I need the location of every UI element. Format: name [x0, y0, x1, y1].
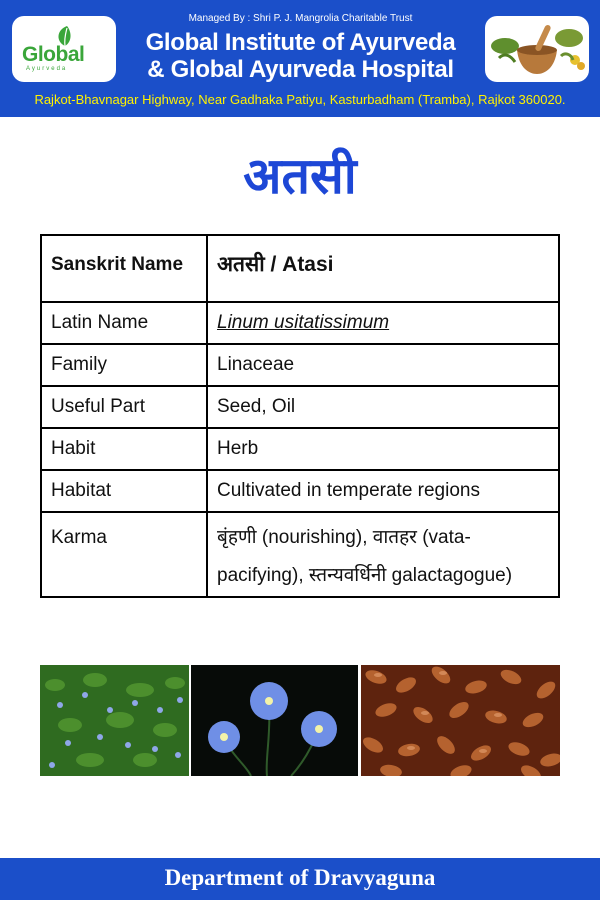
managed-by-text: Managed By : Shri P. J. Mangrolia Charitable Trust	[188, 13, 413, 24]
institute-address: Rajkot-Bhavnagar Highway, Near Gadhaka Patiyu, Kasturbadham (Tramba), Rajkot 360020.	[34, 92, 566, 107]
table-row	[41, 302, 559, 344]
latin-name-label: Latin Name	[41, 302, 207, 344]
karma-label: Karma	[41, 512, 207, 597]
table-row	[41, 386, 559, 428]
family-value: Linaceae	[207, 344, 559, 386]
sanskrit-name-value: अतसी / Atasi	[207, 235, 559, 302]
footer-banner	[0, 858, 600, 900]
table-row	[41, 235, 559, 302]
table-row	[41, 344, 559, 386]
header-banner	[0, 0, 600, 117]
logo-text: Global	[22, 43, 85, 66]
logo-subtext: Ayurveda	[26, 66, 68, 72]
latin-name-value	[207, 302, 559, 344]
table-row	[41, 470, 559, 512]
latin-name-text: Linum usitatissimum	[217, 312, 390, 333]
plant-heading: अतसी	[243, 148, 357, 204]
sanskrit-name-label: Sanskrit Name	[41, 235, 207, 302]
institute-title-line2: & Global Ayurveda Hospital	[147, 56, 454, 83]
habit-value: Herb	[207, 428, 559, 470]
habitat-label: Habitat	[41, 470, 207, 512]
mortar-herbs-image	[485, 16, 589, 82]
karma-value: बृंहणी (nourishing), वातहर (vata-pacifying), स्तन्यवर्धिनी galactagogue)	[207, 512, 559, 597]
flax-field-photo	[40, 665, 189, 776]
habit-label: Habit	[41, 428, 207, 470]
table-row	[41, 428, 559, 470]
flax-seeds-photo	[361, 665, 560, 776]
useful-part-label: Useful Part	[41, 386, 207, 428]
flax-flowers-photo	[191, 665, 358, 776]
institute-title-line1: Global Institute of Ayurveda	[145, 29, 456, 56]
habitat-value: Cultivated in temperate regions	[207, 470, 559, 512]
institute-logo	[12, 16, 116, 82]
table-row	[41, 512, 559, 597]
useful-part-value: Seed, Oil	[207, 386, 559, 428]
department-name: Department of Dravyaguna	[164, 865, 436, 890]
herb-info-table	[40, 234, 560, 598]
family-label: Family	[41, 344, 207, 386]
